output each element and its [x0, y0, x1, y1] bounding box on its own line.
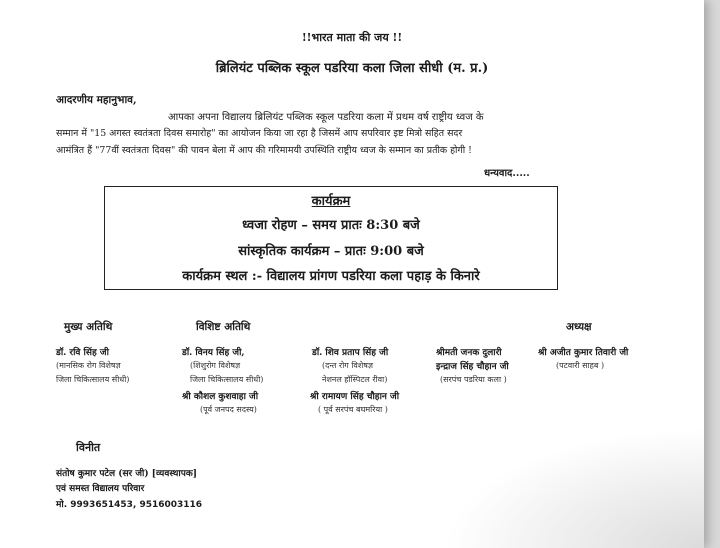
special-guest-desc: (शिशुरोग विशेषज्ञ [190, 361, 241, 370]
program-box [104, 186, 558, 290]
special-guest-desc: ( पूर्व सरपंच बघमरिया ) [318, 405, 388, 414]
special-guest-heading: विशिष्ट अतिथि [196, 321, 251, 333]
special-guest-name-2: इन्द्राज सिंह चौहान जी [436, 362, 509, 372]
slogan: !!भारत माता की जय !! [301, 31, 403, 44]
special-guest-desc: (दन्त रोग विशेषज्ञ [322, 361, 374, 370]
closing-phone: मो. 9993651453, 9516003116 [56, 500, 203, 510]
program-cultural: सांस्कृतिक कार्यक्रम – प्रातः 9:00 बजे [238, 244, 424, 259]
thanks: धन्यवाद..... [484, 168, 530, 179]
program-venue: कार्यक्रम स्थल :- विद्यालय प्रांगण पडरिया कला पहाड़ के किनारे [182, 269, 480, 284]
chair-name: श्री अजीत कुमार तिवारी जी [538, 348, 629, 358]
special-guest-name: श्री रामायण सिंह चौहान जी [310, 392, 400, 402]
special-guest-name: श्रीमती जनक दुलारी [436, 348, 502, 358]
body-line-1: आपका अपना विद्यालय ब्रिलियंट पब्लिक स्कूल पडरिया कला में प्रथम वर्ष राष्ट्रीय ध्वज के [168, 112, 484, 123]
salutation: आदरणीय महानुभाव, [56, 94, 137, 106]
page-shadow [444, 428, 704, 548]
special-guest-name: श्री कौशल कुशवाहा जी [182, 392, 259, 402]
closing-vineet: विनीत [76, 441, 101, 454]
special-guest-desc: जिला चिकित्सालय सीधी) [190, 375, 264, 384]
chief-guest-desc: (मानसिक रोग विशेषज्ञ [56, 361, 121, 370]
special-guest-name: डॉ. शिव प्रताप सिंह जी [312, 348, 389, 358]
special-guest-desc: नेशनल हॉस्पिटल रीवा) [322, 375, 388, 384]
special-guest-name: डॉ. विनय सिंह जी, [182, 348, 245, 358]
chief-guest-heading: मुख्य अतिथि [64, 321, 113, 333]
chief-guest-desc: जिला चिकित्सालय सीधी) [56, 375, 130, 384]
special-guest-desc: (सरपंच पडरिया कला ) [440, 375, 507, 384]
closing-sender: संतोष कुमार पटेल (सर जी) [व्यवस्थापक] [56, 469, 198, 479]
special-guest-desc: (पूर्व जनपद सदस्य) [200, 405, 257, 414]
chief-guest-name: डॉ. रवि सिंह जी [56, 348, 109, 358]
school-title: ब्रिलियंट पब्लिक स्कूल पडरिया कला जिला सीधी (म. प्र.) [215, 61, 489, 76]
body-line-2: सम्मान में "15 अगस्त स्वतंत्रता दिवस समारोह" का आयोजन किया जा रहा है जिसमें आप सपरिवार इष्ट मित्रो सहित सदर [56, 128, 463, 139]
program-heading: कार्यक्रम [311, 194, 351, 209]
chair-heading: अध्यक्ष [566, 321, 592, 333]
body-line-3: आमंत्रित हैं "77वीं स्वतंत्रता दिवस" की पावन बेला में आप की गरिमामयी उपस्थिति राष्ट्रीय ध्वज के सम्मान का प्रतीक होगी ! [56, 145, 472, 156]
program-flag-hoisting: ध्वजा रोहण – समय प्रातः 8:30 बजे [242, 218, 420, 233]
chair-desc: (पटवारी साहब ) [556, 361, 605, 370]
closing-family: एवं समस्त विद्यालय परिवार [56, 484, 145, 494]
